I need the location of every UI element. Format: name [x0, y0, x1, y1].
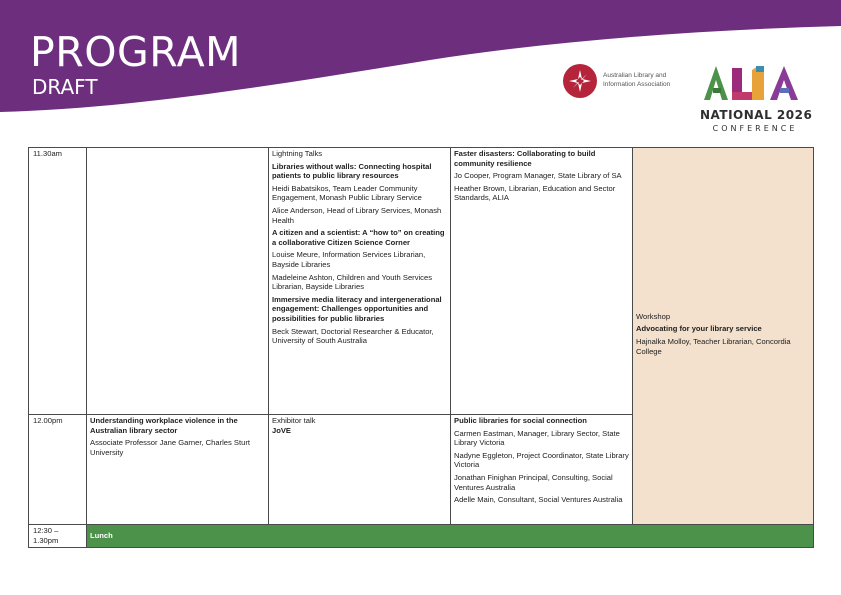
speaker: Alice Anderson, Head of Library Services, Monash Health: [272, 205, 442, 225]
time-cell: 12:30 – 1.30pm: [29, 525, 87, 548]
alia-star-icon: [562, 63, 598, 99]
conference-label: CONFERENCE: [712, 124, 798, 133]
workshop-cell: [633, 148, 814, 525]
speaker: Hajnalka Molloy, Teacher Librarian, Concordia College: [636, 337, 791, 356]
speaker: Heather Brown, Librarian, Education and Sector Standards, ALIA: [454, 183, 616, 203]
speaker: Madeleine Ashton, Children and Youth Services Librarian, Bayside Libraries: [272, 272, 432, 292]
talk-title: Immersive media literacy and intergenerational engagement: Challenges opportunities and possibilities for public libraries: [272, 294, 442, 323]
talk-title: A citizen and a scientist: A “how to” on creating a collaborative Citizen Science Corner: [272, 228, 445, 247]
speaker: Carmen Eastman, Manager, Library Sector, State Library Victoria: [454, 428, 620, 448]
program-table: [28, 147, 814, 548]
time-cell: 12.00pm: [29, 415, 87, 525]
session-title: Public libraries for social connection: [454, 416, 587, 425]
time-cell: 11.30am: [29, 148, 87, 415]
conference-logo: [700, 62, 813, 140]
session-label: Lightning Talks: [272, 149, 323, 158]
page-title: PROGRAM: [30, 28, 242, 76]
speaker: Nadyne Eggleton, Project Coordinator, State Library Victoria: [454, 450, 629, 470]
workshop-label: Workshop: [636, 311, 671, 321]
lightning-talks-cell: [269, 148, 451, 415]
speaker: Associate Professor Jane Garner, Charles Sturt University: [90, 438, 250, 457]
alia-name: Australian Library and Information Association: [603, 72, 671, 88]
session-cell: [451, 148, 633, 415]
session-label: Exhibitor talk: [272, 416, 316, 425]
speaker: Beck Stewart, Doctorial Researcher & Educator, University of South Australia: [272, 326, 434, 346]
alia-mark-icon: [700, 62, 810, 108]
lunch-cell: Lunch: [87, 525, 814, 548]
speaker: Louise Meure, Information Services Librarian, Bayside Libraries: [272, 250, 426, 269]
table-row: [29, 525, 814, 548]
speaker: Heidi Babatsikos, Team Leader Community Engagement, Monash Public Library Service: [272, 183, 422, 203]
speaker: Jonathan Finighan Principal, Consulting, Social Ventures Australia: [454, 472, 613, 492]
exhibitor-talk-cell: [269, 415, 451, 525]
table-row: [29, 148, 814, 415]
speaker: Adelle Main, Consultant, Social Ventures Australia: [454, 495, 623, 505]
page-subtitle: DRAFT: [32, 75, 98, 99]
session-cell: [87, 415, 269, 525]
talk-title: Libraries without walls: Connecting hospital patients to public library resources: [272, 161, 432, 181]
alia-logo: [562, 63, 692, 99]
conference-name: NATIONAL 2026: [700, 108, 813, 122]
empty-cell: [87, 148, 269, 415]
session-cell: [451, 415, 633, 525]
workshop-title: Advocating for your library service: [636, 324, 762, 334]
session-title: Faster disasters: Collaborating to build community resilience: [454, 149, 596, 168]
speaker: Jo Cooper, Program Manager, State Library of SA: [454, 171, 622, 181]
exhibitor-name: JoVE: [272, 425, 291, 435]
session-title: Understanding workplace violence in the Australian library sector: [90, 416, 238, 435]
